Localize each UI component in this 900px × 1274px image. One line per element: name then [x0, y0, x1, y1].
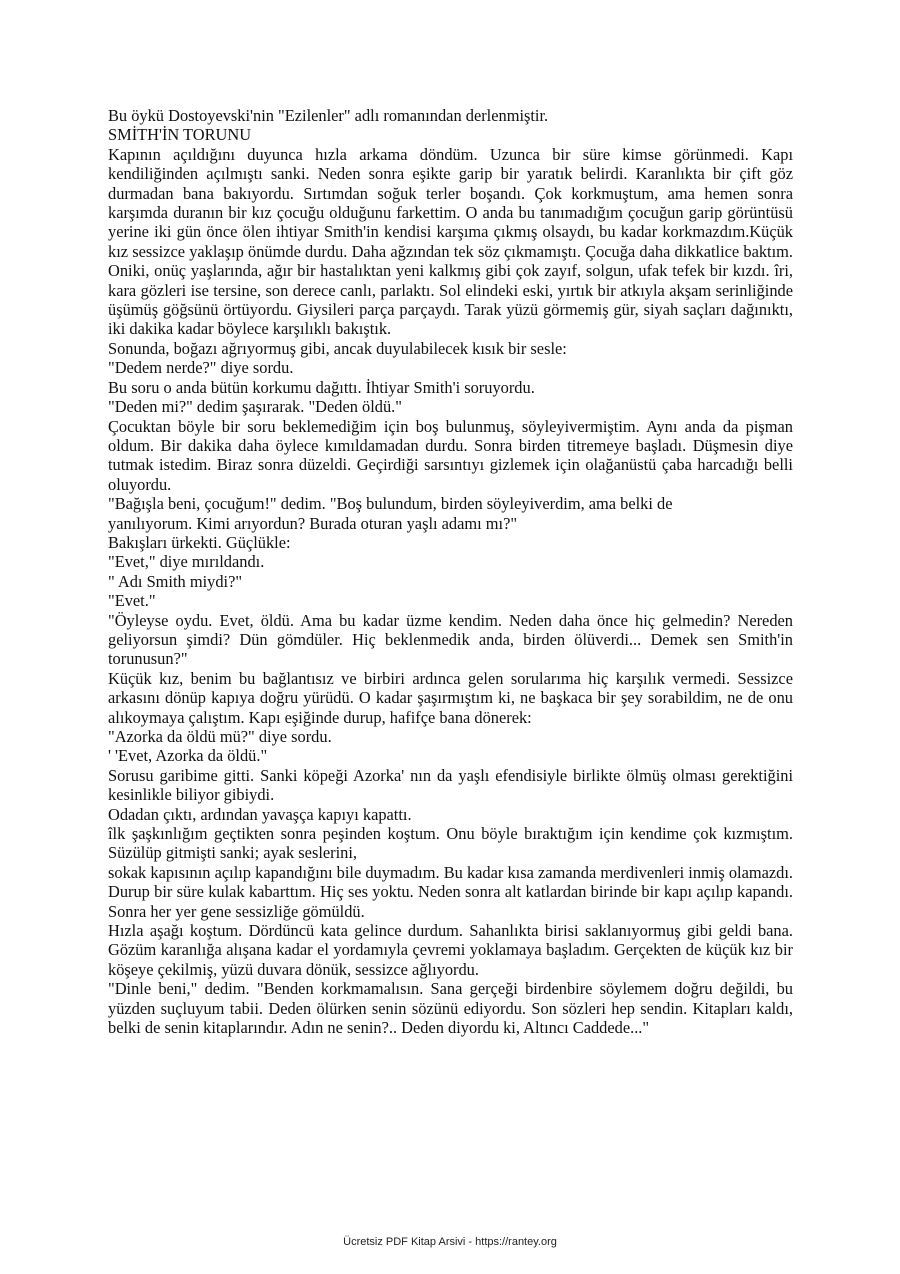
paragraph: " Adı Smith miydi?"	[108, 571, 243, 591]
paragraph: "Dinle beni," dedim. "Benden korkmamalısın. Sana gerçeği birdenbire söylemem doğru değildi, bu yüzden suçluyum tabii. Deden ölürken senin sözünü ediyordu. Son sözleri hep sendin. Kitapları kaldı, belki de senin kitaplarındır. Adın ne senin?.. Deden diyordu ki, Altıncı Caddede..."	[108, 979, 793, 1038]
intro-line: Bu öykü Dostoyevski'nin "Ezilenler" adlı romanından derlenmiştir.	[108, 106, 549, 125]
paragraph: Sorusu garibime gitti. Sanki köpeği Azorka' nın da yaşlı efendisiyle birlikte ölmüş olması gerektiğini kesinlikle biliyor gibiydi.	[108, 765, 793, 805]
paragraph: "Evet."	[108, 591, 156, 611]
paragraph: "Azorka da öldü mü?" diye sordu.	[108, 727, 332, 746]
page-footer: Ücretsiz PDF Kitap Arsivi - https://rantey.org	[343, 1236, 557, 1248]
paragraph: Çocuktan böyle bir soru beklemediğim için boş bulunmuş, söyleyivermiştim. Aynı anda da pişman oldum. Bir dakika daha öylece kımıldamadan durdu. Sonra birden titremeye başladı. Düşmesin diye tutmak istedim. Biraz sonra düzeldi. Geçirdiği sarsıntıyı gizlemek için olağanüstü çaba harcadığı belli oluyordu.	[108, 416, 793, 494]
story-title: SMİTH'İN TORUNU	[108, 125, 252, 145]
paragraph: Sonunda, boğazı ağrıyormuş gibi, ancak duyulabilecek kısık bir sesle:	[108, 338, 567, 358]
paragraph: "Öyleyse oydu. Evet, öldü. Ama bu kadar üzme kendim. Neden daha önce hiç gelmedin? Nereden geliyorsun şimdi? Dün gömdüler. Hiç beklenmedik anda, birden ölüverdi... Demek sen Smith'in torunusun?"	[108, 610, 793, 669]
document-body	[108, 106, 793, 1038]
paragraph: Bu soru o anda bütün korkumu dağıttı. İhtiyar Smith'i soruyordu.	[108, 377, 535, 397]
paragraph: ' 'Evet, Azorka da öldü."	[108, 746, 268, 766]
paragraph: Kapının açıldığını duyunca hızla arkama döndüm. Uzunca bir süre kimse görünmedi. Kapı kendiliğinden açılmıştı sanki. Neden sonra eşikte garip bir yaratık belirdi. Karanlıkta bir çift göz durmadan bana bakıyordu. Sırtımdan soğuk terler boşandı. Çok korkmuştum, ama hemen sonra karşımda duranın bir kız çocuğu olduğunu farkettim. O anda bu tanımadığım çocuğun garip görüntüsü yerine iki gün önce ölen ihtiyar Smith'in kendisi karşıma çıkmış olsaydı, bu kadar korkmazdım.Küçük kız sessizce yaklaşıp önümde durdu. Daha ağzından tek söz çıkmamıştı. Çocuğa daha dikkatlice baktım. Oniki, onüç yaşlarında, ağır bir hastalıktan yeni kalkmış gibi çok zayıf, solgun, ufak tefek bir kızdı. îri, kara gözleri ise tersine, son derece canlı, parlaktı. Sol elindeki eski, yırtık bir atkıyla akşam serinliğinde üşümüş göğsünü örtüyordu. Giysileri parça parçaydı. Tarak yüzü görmemiş gür, siyah saçları dağınıktı, iki dakika kadar böylece karşılıklı bakıştık.	[108, 144, 793, 339]
paragraph: Odadan çıktı, ardından yavaşça kapıyı kapattı.	[108, 804, 412, 824]
paragraph: "Evet," diye mırıldandı.	[108, 552, 265, 572]
paragraph: Küçük kız, benim bu bağlantısız ve birbiri ardınca gelen sorularıma hiç karşılık vermedi. Sessizce arkasını dönüp kapıya doğru yürüdü. O kadar şaşırmıştım ki, ne başkaca bir şey sorabildim, ne de onu alıkoymaya çalıştım. Kapı eşiğinde durup, hafifçe bana dönerek:	[108, 668, 793, 727]
paragraph: "Bağışla beni, çocuğum!" dedim. "Boş bulundum, birden söyleyiverdim, ama belki de	[108, 494, 673, 514]
paragraph: Bakışları ürkekti. Güçlükle:	[108, 532, 291, 552]
paragraph: îlk şaşkınlığım geçtikten sonra peşinden koştum. Onu böyle bıraktığım için kendime çok kızmıştım. Süzülüp gitmişti sanki; ayak seslerini,	[108, 824, 793, 863]
paragraph: Hızla aşağı koştum. Dördüncü kata gelince durdum. Sahanlıkta birisi saklanıyormuş gibi geldi bana. Gözüm karanlığa alışana kadar el yordamıyla çevremi yoklamaya başladım. Gerçekten de küçük kız bir köşeye çekilmiş, yüzü duvara dönük, sessizce ağlıyordu.	[108, 921, 793, 979]
paragraph: "Deden mi?" dedim şaşırarak. "Deden öldü."	[108, 397, 402, 417]
paragraph: "Dedem nerde?" diye sordu.	[108, 358, 294, 378]
paragraph: sokak kapısının açılıp kapandığını bile duymadım. Bu kadar kısa zamanda merdivenleri inmiş olamazdı. Durup bir süre kulak kabarttım. Hiç ses yoktu. Neden sonra alt katlardan birinde bir kapı açılıp kapandı. Sonra her yer gene sessizliğe gömüldü.	[108, 862, 793, 921]
paragraph: yanılıyorum. Kimi arıyordun? Burada oturan yaşlı adamı mı?"	[108, 513, 518, 533]
